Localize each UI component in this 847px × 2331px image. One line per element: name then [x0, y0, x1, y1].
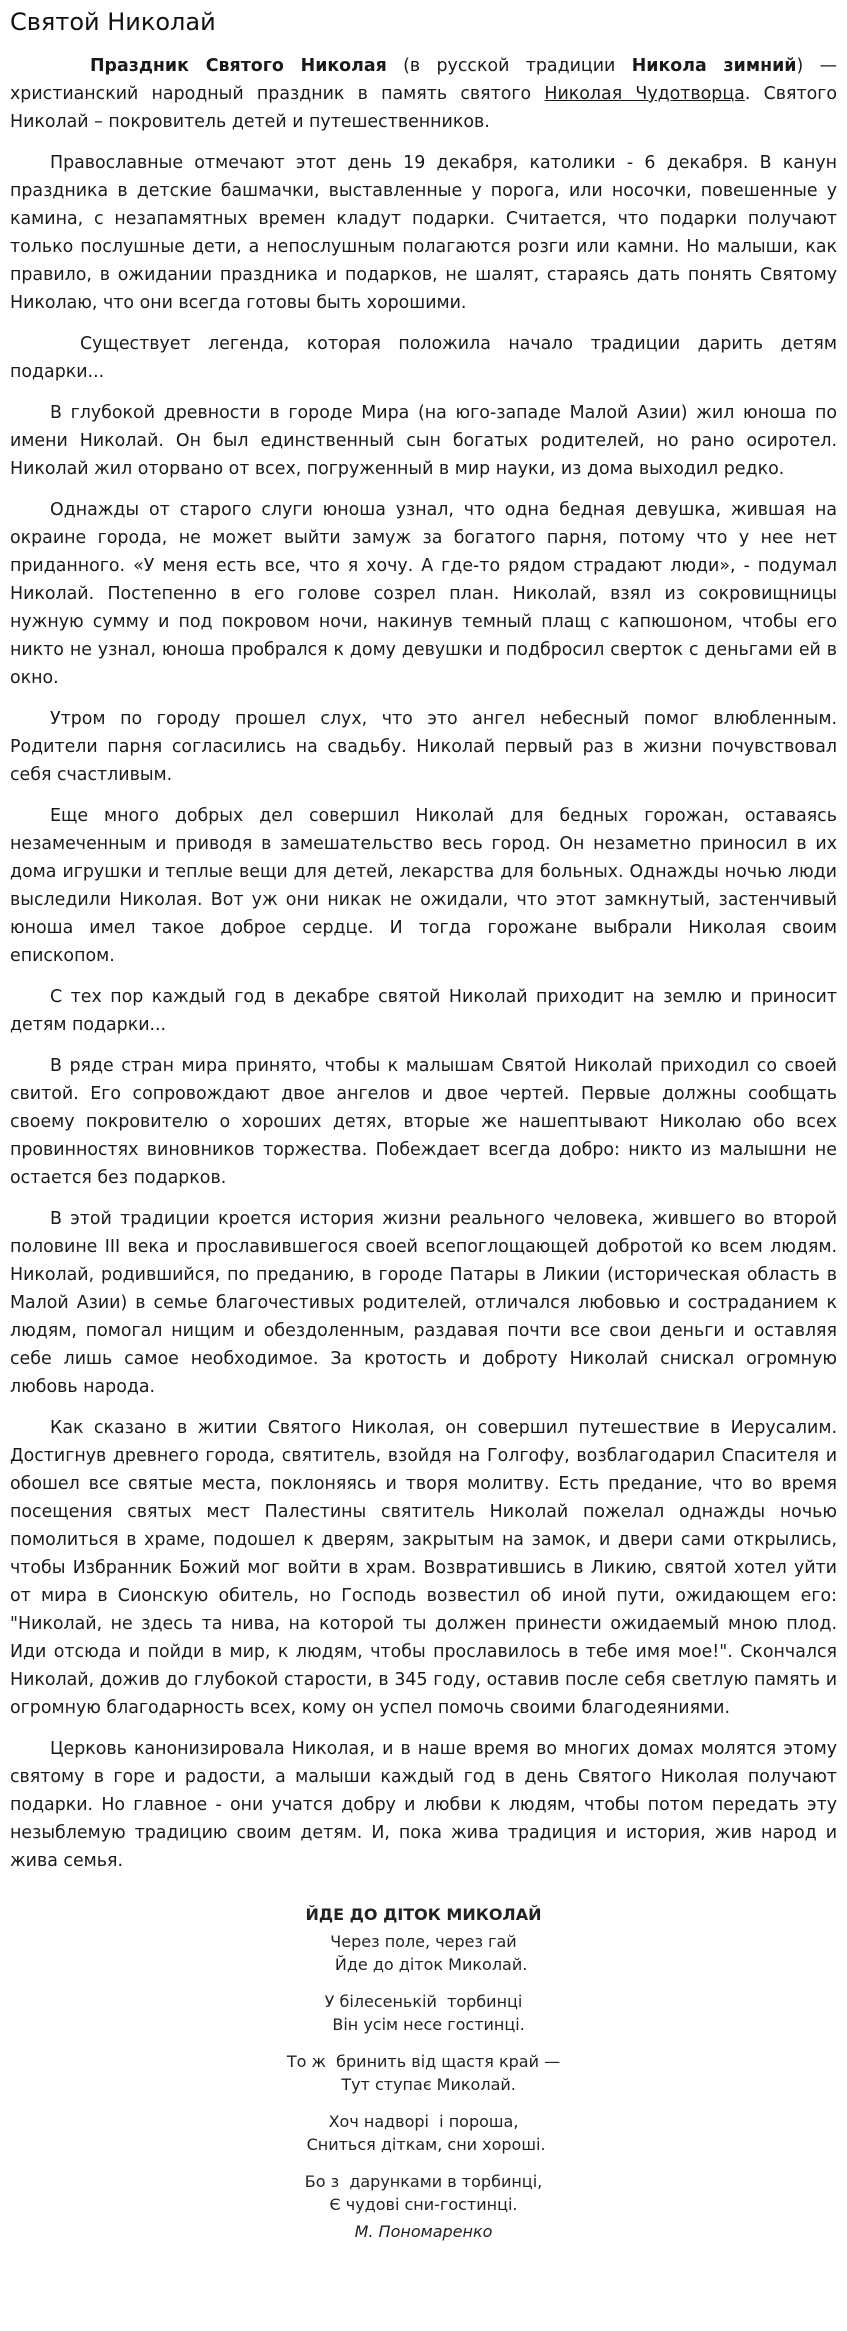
poem-line: Є чудові сни-гостинці.	[329, 2195, 518, 2214]
poem-line: Хоч надворі і пороша,	[328, 2112, 519, 2131]
paragraph-jerusalem: Как сказано в житии Святого Николая, он совершил путешествие в Иерусалим. Достигнув древнего города, святитель, взойдя на Голгофу, возблагодарил Спасителя и обошел все святые места, поклоняясь и творя молитву. Есть предание, что во время посещения святых мест Палестины святитель Николай пожелал однажды ночью помолиться в храме, подошел к дверям, закрытым на замок, и двери сами открылись, чтобы Избранник Божий мог войти в храм. Возвратившись в Ликию, святой хотел уйти от мира в Сионскую обитель, но Господь возвестил об иной пути, ожидающем его: "Николай, не здесь та нива, на которой ты должен принести ожидаемый мною плод. Иди отсюда и пойди в мир, к людям, чтобы прославилось в тебе имя мое!". Скончался Николай, дожив до глубокой старости, в 345 году, оставив после себя светлую память и огромную благодарность всех, кому он успел помочь своими благодеяниями.	[10, 1418, 837, 1718]
poem-line: Він усім несе гостинці.	[322, 2015, 525, 2034]
poem-line: То ж бринить від щастя край —	[286, 2052, 561, 2071]
holiday-name: Праздник Святого Николая	[90, 56, 387, 76]
poem-line: Тут ступає Миколай.	[331, 2075, 516, 2094]
poem-stanza	[10, 1930, 837, 1976]
poem-line: Йде до діток Миколай.	[319, 1955, 528, 1974]
paragraph-dates: Православные отмечают этот день 19 декабря, католики - 6 декабря. В канун праздника в детские башмачки, выставленные у порога, или носочки, повешенные у камина, с незапамятных времен кладут подарки. Считается, что подарки получают только послушные дети, а непослушным полагаются розги или камни. Но малыши, как правило, в ожидании праздника и подарков, не шалят, стараясь дать понять Святому Николаю, что они всегда готовы быть хорошими.	[10, 153, 837, 313]
poem-stanza	[10, 1990, 837, 2036]
poem	[10, 1903, 837, 2243]
paragraph-legend: Существует легенда, которая положила начало традиции дарить детям подарки...	[10, 334, 837, 382]
intro-text-3: . Святого Николай – покровитель детей и путешественников.	[10, 84, 837, 132]
paragraph-history: В этой традиции кроется история жизни реального человека, жившего во второй половине III века и прославившегося своей всепоглощающей добротой ко всем людям. Николай, родившийся, по преданию, в городе Патары в Ликии (историческая область в Малой Азии) в семье благочестивых родителей, отличался любовью и состраданием к людям, помогал нищим и обездоленным, раздавая почти все свои деньги и оставляя себе лишь самое необходимое. За кротость и доброту Николай снискал огромную любовь народа.	[10, 1209, 837, 1397]
intro-paragraph	[10, 52, 837, 136]
paragraph-canonization: Церковь канонизировала Николая, и в наше время во многих домах молятся этому святому в горе и радости, а малыши каждый год в день Святого Николая получают подарки. Но главное - они учатся добру и любви к людям, чтобы потом передать эту незыблемую традицию своим детям. И, пока жива традиция и история, жив народ и жива семья.	[10, 1739, 837, 1871]
paragraph-servant: Однажды от старого слуги юноша узнал, что одна бедная девушка, жившая на окраине города, не может выйти замуж за богатого парня, потому что у нее нет приданного. «У меня есть все, что я хочу. А где-то рядом страдают люди», - подумал Николай. Постепенно в его голове созрел план. Николай, взял из сокровищницы нужную сумму и под покровом ночи, накинув темный плащ с капюшоном, чтобы его никто не узнал, юноша пробрался к дому девушки и подбросил сверток с деньгами ей в окно.	[10, 500, 837, 688]
paragraph-morning: Утром по городу прошел слух, что это ангел небесный помог влюбленным. Родители парня согласились на свадьбу. Николай первый раз в жизни почувствовал себя счастливым.	[10, 709, 837, 785]
poem-stanza	[10, 2110, 837, 2156]
paragraph-myra: В глубокой древности в городе Мира (на юго-западе Малой Азии) жил юноша по имени Николай. Он был единственный сын богатых родителей, но рано осиротел. Николай жил оторвано от всех, погруженный в мир науки, из дома выходил редко.	[10, 403, 837, 479]
poem-stanza	[10, 2050, 837, 2096]
nicholas-link[interactable]: Николая Чудотворца	[544, 84, 745, 104]
poem-line: Бо з дарунками в торбинці,	[304, 2172, 543, 2191]
poem-author: М. Пономаренко	[354, 2222, 493, 2241]
paragraph-retinue: В ряде стран мира принято, чтобы к малышам Святой Николай приходил со своей свитой. Его сопровождают двое ангелов и двое чертей. Первые должны сообщать своему покровителю о хороших детях, вторые же нашептывают Николаю обо всех провинностях виновников торжества. Побеждает всегда добро: никто из малышни не остается без подарков.	[10, 1056, 837, 1188]
intro-text-2: ) — христианский народный праздник в память святого	[10, 56, 837, 104]
article-body	[10, 52, 837, 1875]
poem-stanza	[10, 2170, 837, 2216]
paragraph-good-deeds: Еще много добрых дел совершил Николай для бедных горожан, оставаясь незамеченным и приводя в замешательство весь город. Он незаметно приносил в их дома игрушки и теплые вещи для детей, лекарства для больных. Однажды ночью люди выследили Николая. Вот уж они никак не ожидали, что этот замкнутый, застенчивый юноша имел такое доброе сердце. И тогда горожане выбрали Николая своим епископом.	[10, 806, 837, 966]
poem-line: Через поле, через гай	[330, 1932, 517, 1951]
poem-line: У білесенькій торбинці	[324, 1992, 523, 2011]
poem-line: Сниться діткам, сни хороші.	[301, 2135, 546, 2154]
intro-text-1: (в русской традиции	[386, 56, 632, 76]
holiday-folk-name: Никола зимний	[631, 56, 797, 76]
page-title: Святой Николай	[10, 8, 216, 36]
poem-title: ЙДЕ ДО ДІТОК МИКОЛАЙ	[305, 1905, 542, 1924]
paragraph-december: С тех пор каждый год в декабре святой Николай приходит на землю и приносит детям подарки...	[10, 987, 837, 1035]
